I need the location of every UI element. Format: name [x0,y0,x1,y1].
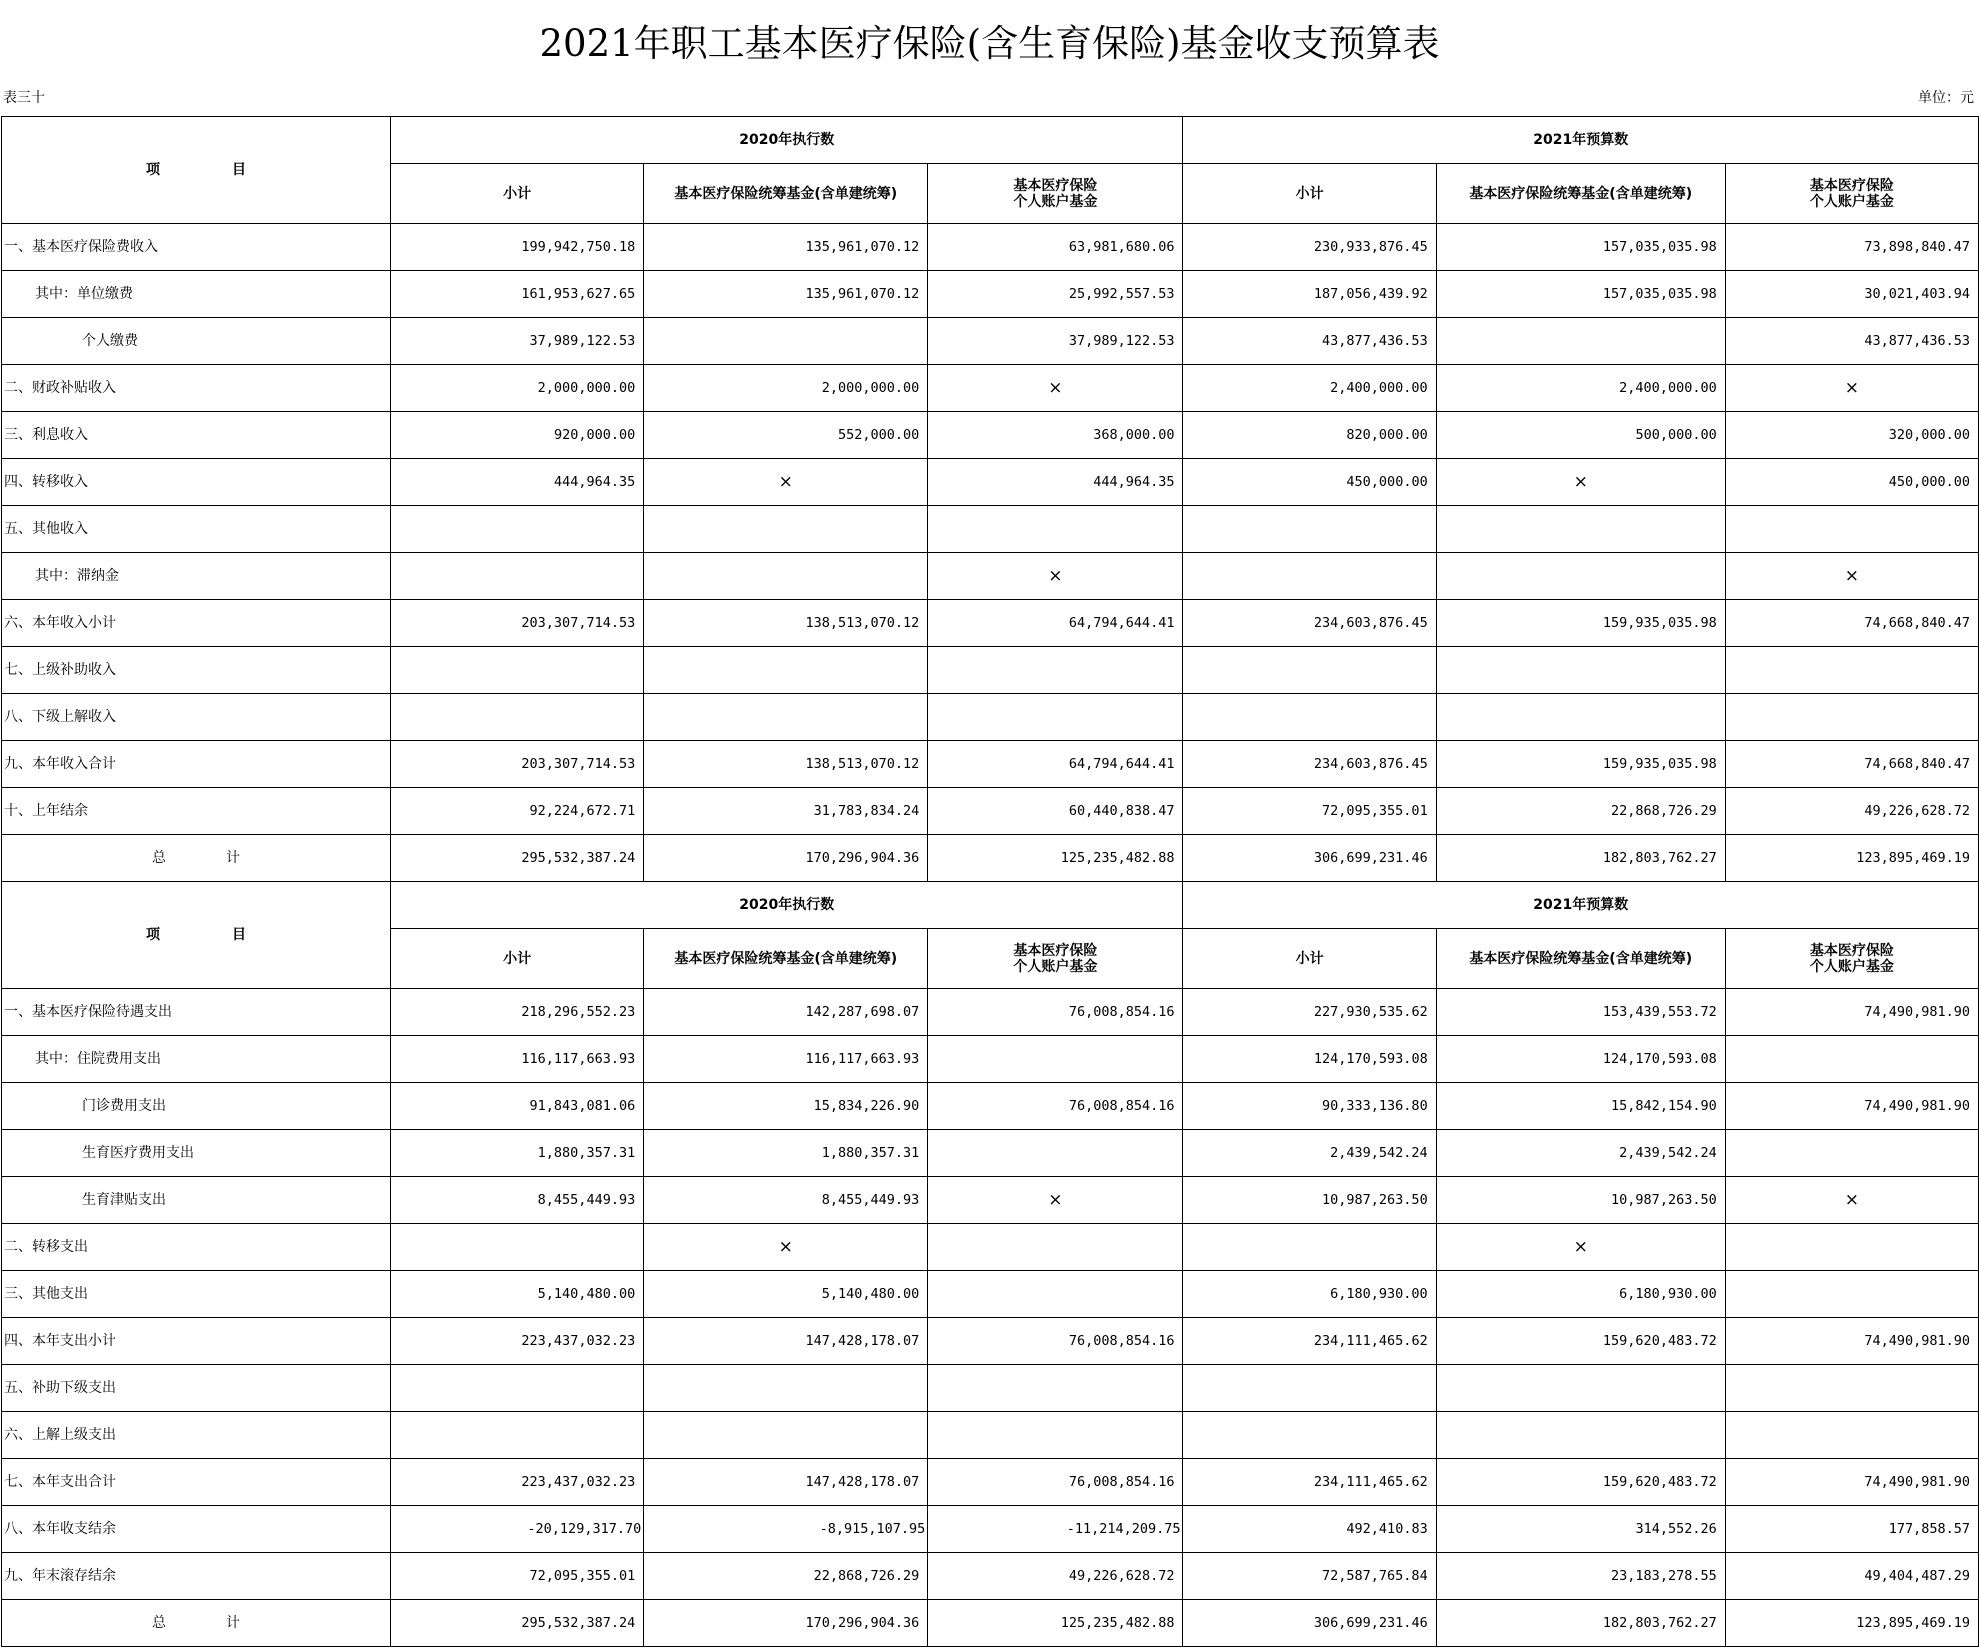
value-cell: 153,439,553.72 [1436,989,1725,1036]
value-cell: 500,000.00 [1436,412,1725,459]
value-cell [1436,647,1725,694]
table-row [2,1271,1979,1318]
row-label: 一、基本医疗保险费收入 [2,224,391,271]
table-row [2,1224,1979,1271]
value-cell [928,1224,1183,1271]
value-cell: 223,437,032.23 [391,1318,644,1365]
value-cell [928,694,1183,741]
value-cell: 234,111,465.62 [1183,1459,1436,1506]
value-cell: 234,603,876.45 [1183,741,1436,788]
value-cell [1436,553,1725,600]
row-label: 十、上年结余 [2,788,391,835]
subtotal-header: 小计 [1183,164,1436,224]
value-cell: -8,915,107.95 [644,1506,928,1553]
table-row [2,1083,1979,1130]
value-cell: 8,455,449.93 [644,1177,928,1224]
value-cell: 450,000.00 [1725,459,1978,506]
value-cell [1436,1412,1725,1459]
value-cell [644,553,928,600]
row-label: 六、本年收入小计 [2,600,391,647]
row-label: 二、财政补贴收入 [2,365,391,412]
table-row [2,1036,1979,1083]
value-cell: 64,794,644.41 [928,741,1183,788]
value-cell: -11,214,209.75 [928,1506,1183,1553]
total-row [2,1600,1979,1647]
value-cell: 23,183,278.55 [1436,1553,1725,1600]
value-cell [1436,694,1725,741]
row-label: 八、本年收支结余 [2,1506,391,1553]
total-value-cell: 306,699,231.46 [1183,835,1436,882]
value-cell: 492,410.83 [1183,1506,1436,1553]
subtotal-header: 小计 [391,164,644,224]
row-label: 个人缴费 [2,318,391,365]
value-cell: 8,455,449.93 [391,1177,644,1224]
value-cell [1183,1365,1436,1412]
table-row [2,1177,1979,1224]
personal-account-header: 基本医疗保险 个人账户基金 [928,164,1183,224]
value-cell: 147,428,178.07 [644,1459,928,1506]
value-cell [1183,506,1436,553]
row-label: 三、其他支出 [2,1271,391,1318]
value-cell [391,694,644,741]
value-cell: 2,000,000.00 [644,365,928,412]
row-label: 其中：滞纳金 [2,553,391,600]
value-cell: 22,868,726.29 [1436,788,1725,835]
value-cell: 5,140,480.00 [644,1271,928,1318]
unit-label: 单位：元 [1918,90,1974,106]
total-label: 总 计 [2,1600,391,1647]
value-cell: 820,000.00 [1183,412,1436,459]
expense-section [2,989,1979,1647]
table-row [2,224,1979,271]
row-label: 九、年末滚存结余 [2,1553,391,1600]
value-cell: 218,296,552.23 [391,989,644,1036]
row-label: 七、上级补助收入 [2,647,391,694]
table-row [2,1412,1979,1459]
value-cell: 2,000,000.00 [391,365,644,412]
value-cell: 64,794,644.41 [928,600,1183,647]
total-value-cell: 125,235,482.88 [928,1600,1183,1647]
value-cell [391,1224,644,1271]
value-cell: 76,008,854.16 [928,989,1183,1036]
not-applicable-mark: × [1436,459,1725,506]
value-cell [1725,506,1978,553]
value-cell: 74,490,981.90 [1725,1318,1978,1365]
value-cell [391,1365,644,1412]
value-cell: 72,095,355.01 [1183,788,1436,835]
value-cell [928,1130,1183,1177]
value-cell: 60,440,838.47 [928,788,1183,835]
total-row [2,835,1979,882]
value-cell: 234,111,465.62 [1183,1318,1436,1365]
total-value-cell: 295,532,387.24 [391,835,644,882]
value-cell: 90,333,136.80 [1183,1083,1436,1130]
row-label: 生育津贴支出 [2,1177,391,1224]
pooled-fund-header: 基本医疗保险统筹基金(含单建统筹) [1436,164,1725,224]
value-cell: 230,933,876.45 [1183,224,1436,271]
value-cell: 159,620,483.72 [1436,1318,1725,1365]
value-cell [1725,1271,1978,1318]
not-applicable-mark: × [1725,365,1978,412]
value-cell: 2,439,542.24 [1183,1130,1436,1177]
value-cell [928,1271,1183,1318]
total-value-cell: 182,803,762.27 [1436,835,1725,882]
value-cell: 63,981,680.06 [928,224,1183,271]
value-cell: 92,224,672.71 [391,788,644,835]
table-row [2,647,1979,694]
table-row [2,412,1979,459]
row-label: 五、补助下级支出 [2,1365,391,1412]
table-number: 表三十 [3,90,45,106]
value-cell [1725,1365,1978,1412]
value-cell: 2,400,000.00 [1183,365,1436,412]
value-cell [1183,694,1436,741]
value-cell: 444,964.35 [391,459,644,506]
value-cell: 2,439,542.24 [1436,1130,1725,1177]
total-value-cell: 295,532,387.24 [391,1600,644,1647]
value-cell: 1,880,357.31 [391,1130,644,1177]
value-cell: 37,989,122.53 [391,318,644,365]
value-cell: 161,953,627.65 [391,271,644,318]
item-header: 项 目 [2,117,391,224]
value-cell: 37,989,122.53 [928,318,1183,365]
value-cell: 227,930,535.62 [1183,989,1436,1036]
value-cell: 15,834,226.90 [644,1083,928,1130]
value-cell: 6,180,930.00 [1183,1271,1436,1318]
value-cell: 147,428,178.07 [644,1318,928,1365]
table-row [2,459,1979,506]
row-label: 其中：住院费用支出 [2,1036,391,1083]
value-cell: 552,000.00 [644,412,928,459]
table-row [2,1130,1979,1177]
value-cell: 320,000.00 [1725,412,1978,459]
value-cell [391,506,644,553]
value-cell [1436,1365,1725,1412]
table-row [2,1318,1979,1365]
value-cell: 124,170,593.08 [1183,1036,1436,1083]
value-cell: 74,668,840.47 [1725,741,1978,788]
row-label: 三、利息收入 [2,412,391,459]
value-cell: 74,490,981.90 [1725,1459,1978,1506]
value-cell: 234,603,876.45 [1183,600,1436,647]
row-label: 六、上解上级支出 [2,1412,391,1459]
page-title: 2021年职工基本医疗保险(含生育保险)基金收支预算表 [539,22,1440,65]
value-cell [1436,318,1725,365]
subtotal-header: 小计 [1183,929,1436,989]
value-cell: 2,400,000.00 [1436,365,1725,412]
total-value-cell: 182,803,762.27 [1436,1600,1725,1647]
value-cell: 6,180,930.00 [1436,1271,1725,1318]
year-2021-header: 2021年预算数 [1183,882,1979,929]
value-cell: 142,287,698.07 [644,989,928,1036]
value-cell: 135,961,070.12 [644,224,928,271]
value-cell: 199,942,750.18 [391,224,644,271]
row-label: 四、本年支出小计 [2,1318,391,1365]
total-value-cell: 123,895,469.19 [1725,835,1978,882]
value-cell [1725,694,1978,741]
table-row [2,365,1979,412]
row-label: 一、基本医疗保险待遇支出 [2,989,391,1036]
value-cell: 10,987,263.50 [1183,1177,1436,1224]
value-cell: 30,021,403.94 [1725,271,1978,318]
value-cell: 49,404,487.29 [1725,1553,1978,1600]
value-cell: 135,961,070.12 [644,271,928,318]
total-value-cell: 123,895,469.19 [1725,1600,1978,1647]
value-cell: 31,783,834.24 [644,788,928,835]
value-cell: 444,964.35 [928,459,1183,506]
not-applicable-mark: × [644,459,928,506]
value-cell [1183,647,1436,694]
value-cell [644,694,928,741]
value-cell [644,1412,928,1459]
table-row [2,741,1979,788]
value-cell: 203,307,714.53 [391,741,644,788]
value-cell [391,1412,644,1459]
value-cell: 91,843,081.06 [391,1083,644,1130]
income-header [2,117,1979,224]
value-cell: 76,008,854.16 [928,1459,1183,1506]
table-row [2,318,1979,365]
not-applicable-mark: × [644,1224,928,1271]
value-cell: 10,987,263.50 [1436,1177,1725,1224]
year-2021-header: 2021年预算数 [1183,117,1979,164]
value-cell: 25,992,557.53 [928,271,1183,318]
item-header: 项 目 [2,882,391,989]
value-cell [928,1036,1183,1083]
value-cell: 43,877,436.53 [1183,318,1436,365]
table-row [2,1506,1979,1553]
value-cell [1725,1224,1978,1271]
value-cell: 5,140,480.00 [391,1271,644,1318]
value-cell [644,506,928,553]
value-cell: 1,880,357.31 [644,1130,928,1177]
value-cell: 159,620,483.72 [1436,1459,1725,1506]
value-cell [391,647,644,694]
row-label: 其中：单位缴费 [2,271,391,318]
value-cell: 72,095,355.01 [391,1553,644,1600]
value-cell: 76,008,854.16 [928,1318,1183,1365]
table-row [2,600,1979,647]
table-row [2,1553,1979,1600]
personal-account-header: 基本医疗保险 个人账户基金 [928,929,1183,989]
value-cell: 187,056,439.92 [1183,271,1436,318]
table-row [2,1365,1979,1412]
value-cell [1183,553,1436,600]
personal-account-header: 基本医疗保险 个人账户基金 [1725,164,1978,224]
not-applicable-mark: × [1725,1177,1978,1224]
value-cell: 920,000.00 [391,412,644,459]
value-cell: 15,842,154.90 [1436,1083,1725,1130]
table-row [2,1459,1979,1506]
value-cell [1436,506,1725,553]
table-row [2,694,1979,741]
value-cell: 49,226,628.72 [1725,788,1978,835]
value-cell [928,1365,1183,1412]
row-label: 五、其他收入 [2,506,391,553]
value-cell [1183,1224,1436,1271]
value-cell: 49,226,628.72 [928,1553,1183,1600]
not-applicable-mark: × [1725,553,1978,600]
row-label: 生育医疗费用支出 [2,1130,391,1177]
value-cell [928,1412,1183,1459]
value-cell [1725,1412,1978,1459]
value-cell: 314,552.26 [1436,1506,1725,1553]
value-cell: 72,587,765.84 [1183,1553,1436,1600]
value-cell: 203,307,714.53 [391,600,644,647]
value-cell: 138,513,070.12 [644,741,928,788]
value-cell: 116,117,663.93 [644,1036,928,1083]
budget-table [1,116,1979,1647]
not-applicable-mark: × [928,1177,1183,1224]
value-cell: 177,858.57 [1725,1506,1978,1553]
value-cell: 73,898,840.47 [1725,224,1978,271]
value-cell: 116,117,663.93 [391,1036,644,1083]
value-cell: 124,170,593.08 [1436,1036,1725,1083]
value-cell [1725,647,1978,694]
pooled-fund-header: 基本医疗保险统筹基金(含单建统筹) [644,164,928,224]
pooled-fund-header: 基本医疗保险统筹基金(含单建统筹) [644,929,928,989]
total-value-cell: 125,235,482.88 [928,835,1183,882]
value-cell: 157,035,035.98 [1436,224,1725,271]
value-cell: 22,868,726.29 [644,1553,928,1600]
value-cell [391,553,644,600]
value-cell [1725,1036,1978,1083]
row-label: 门诊费用支出 [2,1083,391,1130]
table-row [2,788,1979,835]
personal-account-header: 基本医疗保险 个人账户基金 [1725,929,1978,989]
row-label: 九、本年收入合计 [2,741,391,788]
table-row [2,271,1979,318]
pooled-fund-header: 基本医疗保险统筹基金(含单建统筹) [1436,929,1725,989]
not-applicable-mark: × [928,553,1183,600]
value-cell: 368,000.00 [928,412,1183,459]
table-row [2,553,1979,600]
value-cell: 159,935,035.98 [1436,741,1725,788]
value-cell: 223,437,032.23 [391,1459,644,1506]
row-label: 二、转移支出 [2,1224,391,1271]
value-cell [928,647,1183,694]
total-value-cell: 170,296,904.36 [644,835,928,882]
expense-header [2,882,1979,989]
value-cell [644,318,928,365]
not-applicable-mark: × [1436,1224,1725,1271]
value-cell: 159,935,035.98 [1436,600,1725,647]
value-cell: 74,668,840.47 [1725,600,1978,647]
value-cell: -20,129,317.70 [391,1506,644,1553]
value-cell: 138,513,070.12 [644,600,928,647]
total-label: 总 计 [2,835,391,882]
value-cell: 157,035,035.98 [1436,271,1725,318]
total-value-cell: 170,296,904.36 [644,1600,928,1647]
value-cell: 74,490,981.90 [1725,1083,1978,1130]
row-label: 七、本年支出合计 [2,1459,391,1506]
table-row [2,989,1979,1036]
value-cell [644,647,928,694]
value-cell: 76,008,854.16 [928,1083,1183,1130]
value-cell [644,1365,928,1412]
row-label: 四、转移收入 [2,459,391,506]
value-cell [1725,1130,1978,1177]
year-2020-header: 2020年执行数 [391,117,1183,164]
not-applicable-mark: × [928,365,1183,412]
value-cell [1183,1412,1436,1459]
subtotal-header: 小计 [391,929,644,989]
row-label: 八、下级上解收入 [2,694,391,741]
total-value-cell: 306,699,231.46 [1183,1600,1436,1647]
value-cell: 43,877,436.53 [1725,318,1978,365]
table-row [2,506,1979,553]
value-cell: 74,490,981.90 [1725,989,1978,1036]
value-cell: 450,000.00 [1183,459,1436,506]
income-section [2,224,1979,882]
value-cell [928,506,1183,553]
year-2020-header: 2020年执行数 [391,882,1183,929]
